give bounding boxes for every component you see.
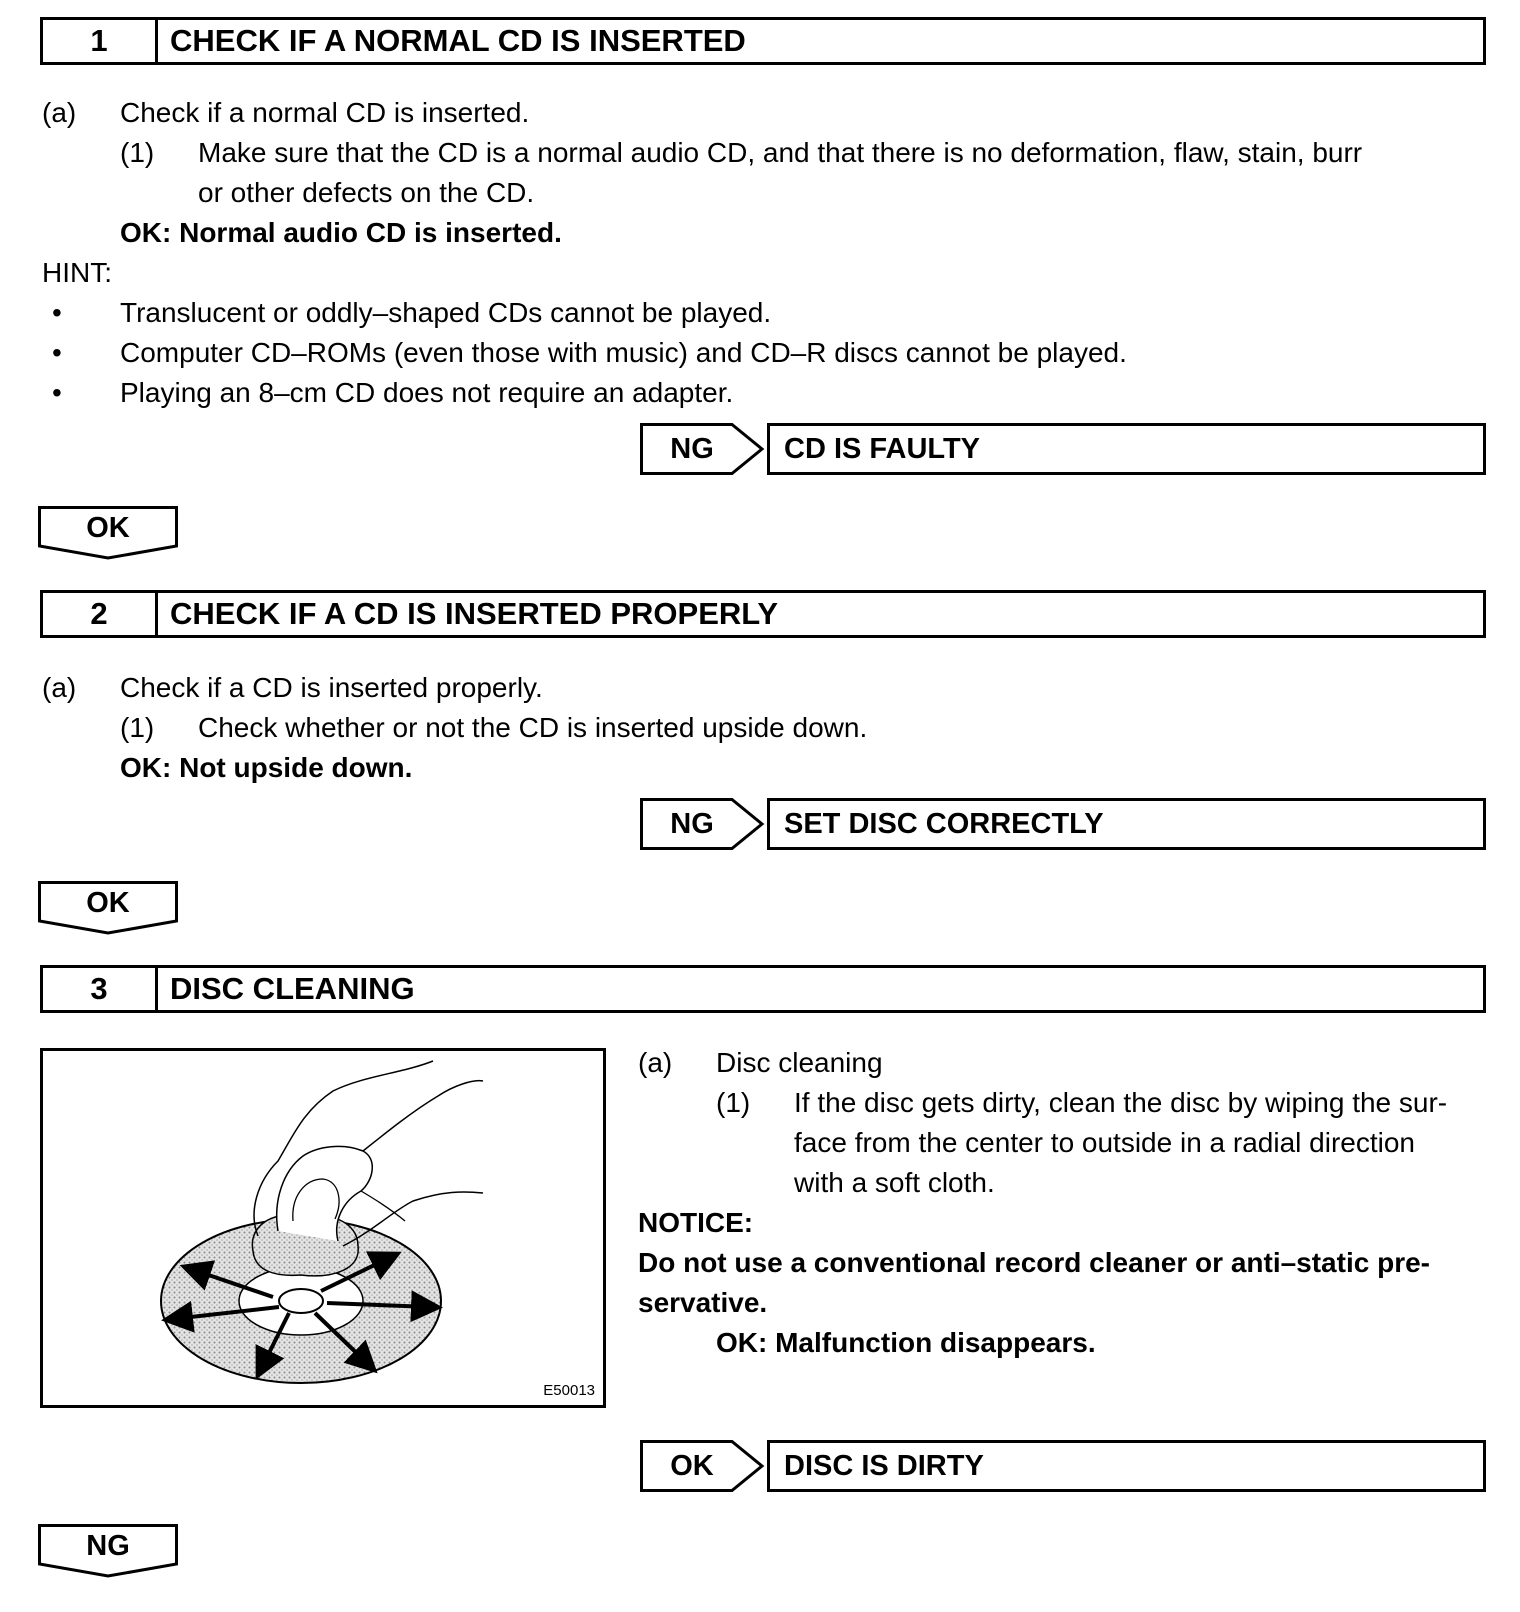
hint-item: Computer CD–ROMs (even those with music) and CD–R discs cannot be played. — [120, 337, 1127, 368]
result-row — [640, 423, 1486, 475]
result-text: DISC IS DIRTY — [767, 1440, 1486, 1492]
step-number: 3 — [43, 968, 158, 1010]
hint-item: Playing an 8–cm CD does not require an adapter. — [120, 377, 734, 408]
subitem-text-cont: or other defects on the CD. — [198, 177, 535, 208]
notice-label: NOTICE: — [638, 1207, 754, 1238]
result-text: CD IS FAULTY — [767, 423, 1486, 475]
item-text: Disc cleaning — [716, 1047, 883, 1078]
bullet-dot: • — [52, 337, 62, 368]
disc-cleaning-illustration — [43, 1051, 603, 1405]
ok-criteria: OK: Normal audio CD is inserted. — [120, 217, 562, 248]
disc-cleaning-figure — [40, 1048, 606, 1408]
item-text: Check if a normal CD is inserted. — [120, 97, 530, 128]
result-text: SET DISC CORRECTLY — [767, 798, 1486, 850]
step-3-header — [40, 965, 1486, 1013]
flow-label: NG — [86, 1529, 130, 1562]
notice-text: Do not use a conventional record cleaner or anti–static pre- — [638, 1247, 1430, 1278]
step-number: 1 — [43, 20, 158, 62]
hint-item: Translucent or oddly–shaped CDs cannot be played. — [120, 297, 772, 328]
notice-text-cont: servative. — [638, 1287, 768, 1318]
subitem-label: (1) — [120, 137, 155, 168]
flow-down-tag — [38, 881, 178, 935]
step-2-header — [40, 590, 1486, 638]
result-row — [640, 798, 1486, 850]
flow-down-tag — [38, 1524, 178, 1578]
flow-down-tag — [38, 506, 178, 560]
result-arrow-tag — [640, 1440, 766, 1492]
subitem-text: Check whether or not the CD is inserted upside down. — [198, 712, 868, 743]
subitem-text-cont: face from the center to outside in a radial direction — [794, 1127, 1416, 1158]
subitem-label: (1) — [120, 712, 155, 743]
result-tag-label: NG — [670, 432, 714, 465]
subitem-label: (1) — [716, 1087, 751, 1118]
step-1-header — [40, 17, 1486, 65]
result-arrow-tag — [640, 423, 766, 475]
bullet-dot: • — [52, 297, 62, 328]
result-tag-label: NG — [670, 807, 714, 840]
step-number: 2 — [43, 593, 158, 635]
item-label: (a) — [42, 672, 77, 703]
step-title: CHECK IF A NORMAL CD IS INSERTED — [170, 23, 746, 58]
item-label: (a) — [638, 1047, 673, 1078]
figure-code: E50013 — [543, 1382, 595, 1399]
subitem-text-cont: with a soft cloth. — [794, 1167, 995, 1198]
subitem-text: If the disc gets dirty, clean the disc by wiping the sur- — [794, 1087, 1448, 1118]
flow-label: OK — [86, 886, 130, 919]
item-text: Check if a CD is inserted properly. — [120, 672, 543, 703]
result-row — [640, 1440, 1486, 1492]
bullet-dot: • — [52, 377, 62, 408]
step-title: DISC CLEANING — [170, 971, 415, 1006]
step-title: CHECK IF A CD IS INSERTED PROPERLY — [170, 596, 779, 631]
result-tag-label: OK — [670, 1449, 714, 1482]
subitem-text: Make sure that the CD is a normal audio CD, and that there is no deformation, flaw, stain, burr — [198, 137, 1363, 168]
result-arrow-tag — [640, 798, 766, 850]
item-label: (a) — [42, 97, 77, 128]
hint-label: HINT: — [42, 257, 112, 288]
ok-criteria: OK: Not upside down. — [120, 752, 413, 783]
ok-criteria: OK: Malfunction disappears. — [716, 1327, 1096, 1358]
flow-label: OK — [86, 511, 130, 544]
